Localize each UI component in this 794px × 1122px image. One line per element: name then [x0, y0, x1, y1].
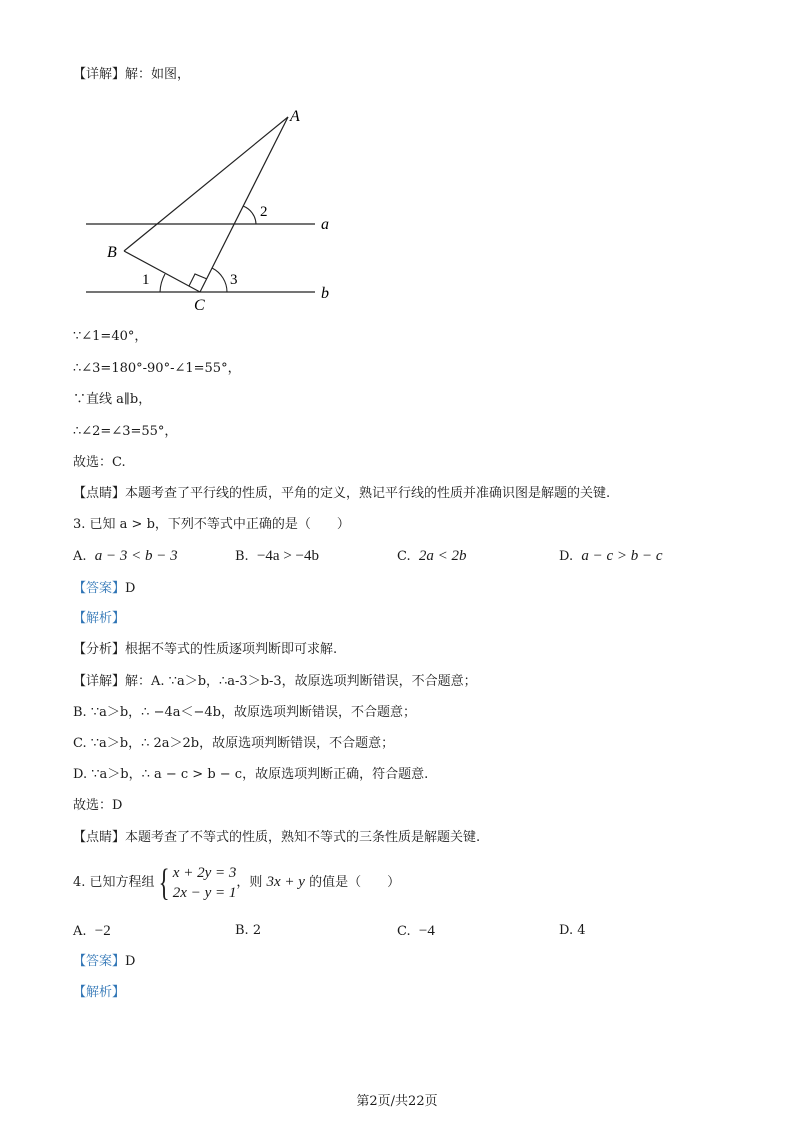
q4-system: [173, 863, 237, 903]
q3-comment: [73, 829, 480, 847]
label-C: C: [194, 297, 205, 314]
q3-fenxi-text: 根据不等式的性质逐项判断即可求解.: [125, 642, 338, 657]
step-3: ∵直线 a∥b，: [73, 392, 152, 407]
q3-detail-b: B. ∵a＞b，∴ −4a＜−4b，故原选项判断错误，不合题意；: [73, 705, 416, 720]
q3-option-c-letter: C.: [397, 549, 411, 564]
q3-option-a: [73, 547, 178, 566]
q4-answer-tag: 【答案】: [73, 954, 126, 969]
detail-intro: [73, 66, 190, 84]
comment-1: [73, 485, 610, 503]
segment-AC: [200, 117, 288, 292]
page-footer: 第2页/共22页: [356, 1094, 438, 1109]
label-a: a: [321, 216, 329, 233]
angle-arc-1: [160, 274, 165, 292]
q3-analysis-tag: 【解析】: [73, 611, 126, 626]
label-angle-2: 2: [260, 204, 268, 220]
segment-BC: [124, 251, 200, 292]
q4-option-a: [73, 922, 111, 941]
q3-option-c-expr: 2a < 2b: [418, 548, 467, 564]
q3-option-c: [397, 547, 467, 566]
angle-arc-3: [212, 268, 227, 292]
q4-answer-value: D: [125, 954, 136, 969]
q3-detail-d: D. ∵a＞b，∴ a − c > b − c，故原选项判断正确，符合题意.: [73, 767, 429, 782]
q4-option-d: D. 4: [559, 923, 586, 938]
q4-eq1: x + 2y = 3: [172, 864, 237, 881]
q4-brace: {: [158, 861, 170, 904]
q3-detail-c: C. ∵a＞b，∴ 2a＞2b，故原选项判断错误，不合题意；: [73, 736, 395, 751]
step-5: 故选：C.: [73, 455, 126, 470]
q4-option-a-letter: A.: [73, 924, 87, 939]
q4-stem: [73, 858, 400, 907]
q4-option-c-expr: −4: [418, 923, 435, 939]
detail-intro-text: 解：如图，: [125, 67, 191, 82]
segment-AB: [124, 117, 288, 251]
q3-stem: 3. 已知 a > b，下列不等式中正确的是（ ）: [73, 517, 350, 532]
q3-comment-tag: 【点睛】: [73, 830, 126, 845]
angle-arc-2: [243, 206, 256, 224]
label-angle-1: 1: [142, 272, 150, 288]
q3-detail-tag: 【详解】: [73, 674, 126, 689]
q4-expr: 3x + y: [266, 874, 305, 890]
q4-option-a-expr: −2: [94, 923, 111, 939]
q3-option-d-letter: D.: [559, 549, 574, 564]
q3-option-b-letter: B.: [235, 549, 249, 564]
q4-eq2: 2x − y = 1: [172, 884, 237, 901]
q3-choose: 故选：D: [73, 798, 123, 813]
label-b: b: [321, 285, 329, 302]
q4-option-c: [397, 922, 435, 941]
q4-option-c-letter: C.: [397, 924, 411, 939]
comment-text: 本题考查了平行线的性质，平角的定义，熟记平行线的性质并准确识图是解题的关键.: [125, 486, 611, 501]
q3-fenxi-tag: 【分析】: [73, 642, 126, 657]
q3-fenxi: [73, 641, 337, 659]
q3-detail-a-text: 解：A. ∵a＞b，∴a-3＞b-3，故原选项判断错误，不合题意；: [125, 674, 477, 689]
q3-comment-text: 本题考查了不等式的性质，熟知不等式的三条性质是解题关键.: [125, 830, 481, 845]
geometry-figure: [80, 105, 350, 315]
q3-option-b-expr: −4a > −4b: [256, 548, 319, 564]
q3-option-b: [235, 547, 319, 566]
q3-answer-value: D: [125, 581, 136, 596]
q3-option-d: [559, 547, 663, 566]
q3-answer: [73, 580, 135, 598]
detail-tag: 【详解】: [73, 67, 126, 82]
label-A: A: [290, 108, 300, 125]
step-4: ∴∠2=∠3=55°，: [73, 424, 178, 439]
q4-suffix-post: 的值是（ ）: [309, 875, 401, 890]
q4-option-b: B. 2: [235, 923, 262, 938]
q4-analysis-tag: 【解析】: [73, 985, 126, 1000]
q3-option-d-expr: a − c > b − c: [581, 548, 663, 564]
q3-option-a-letter: A.: [73, 549, 87, 564]
q3-answer-tag: 【答案】: [73, 581, 126, 596]
q4-suffix-pre: ，则: [236, 875, 263, 890]
step-2: ∴∠3=180°-90°-∠1=55°，: [73, 361, 241, 376]
q3-detail-a: [73, 673, 477, 691]
step-1: ∵∠1=40°，: [73, 329, 148, 344]
label-B: B: [107, 244, 117, 261]
q4-prefix: 4. 已知方程组: [73, 875, 155, 890]
q3-option-a-expr: a − 3 < b − 3: [94, 548, 178, 564]
comment-tag: 【点睛】: [73, 486, 126, 501]
label-angle-3: 3: [230, 272, 238, 288]
q4-answer: [73, 953, 135, 971]
